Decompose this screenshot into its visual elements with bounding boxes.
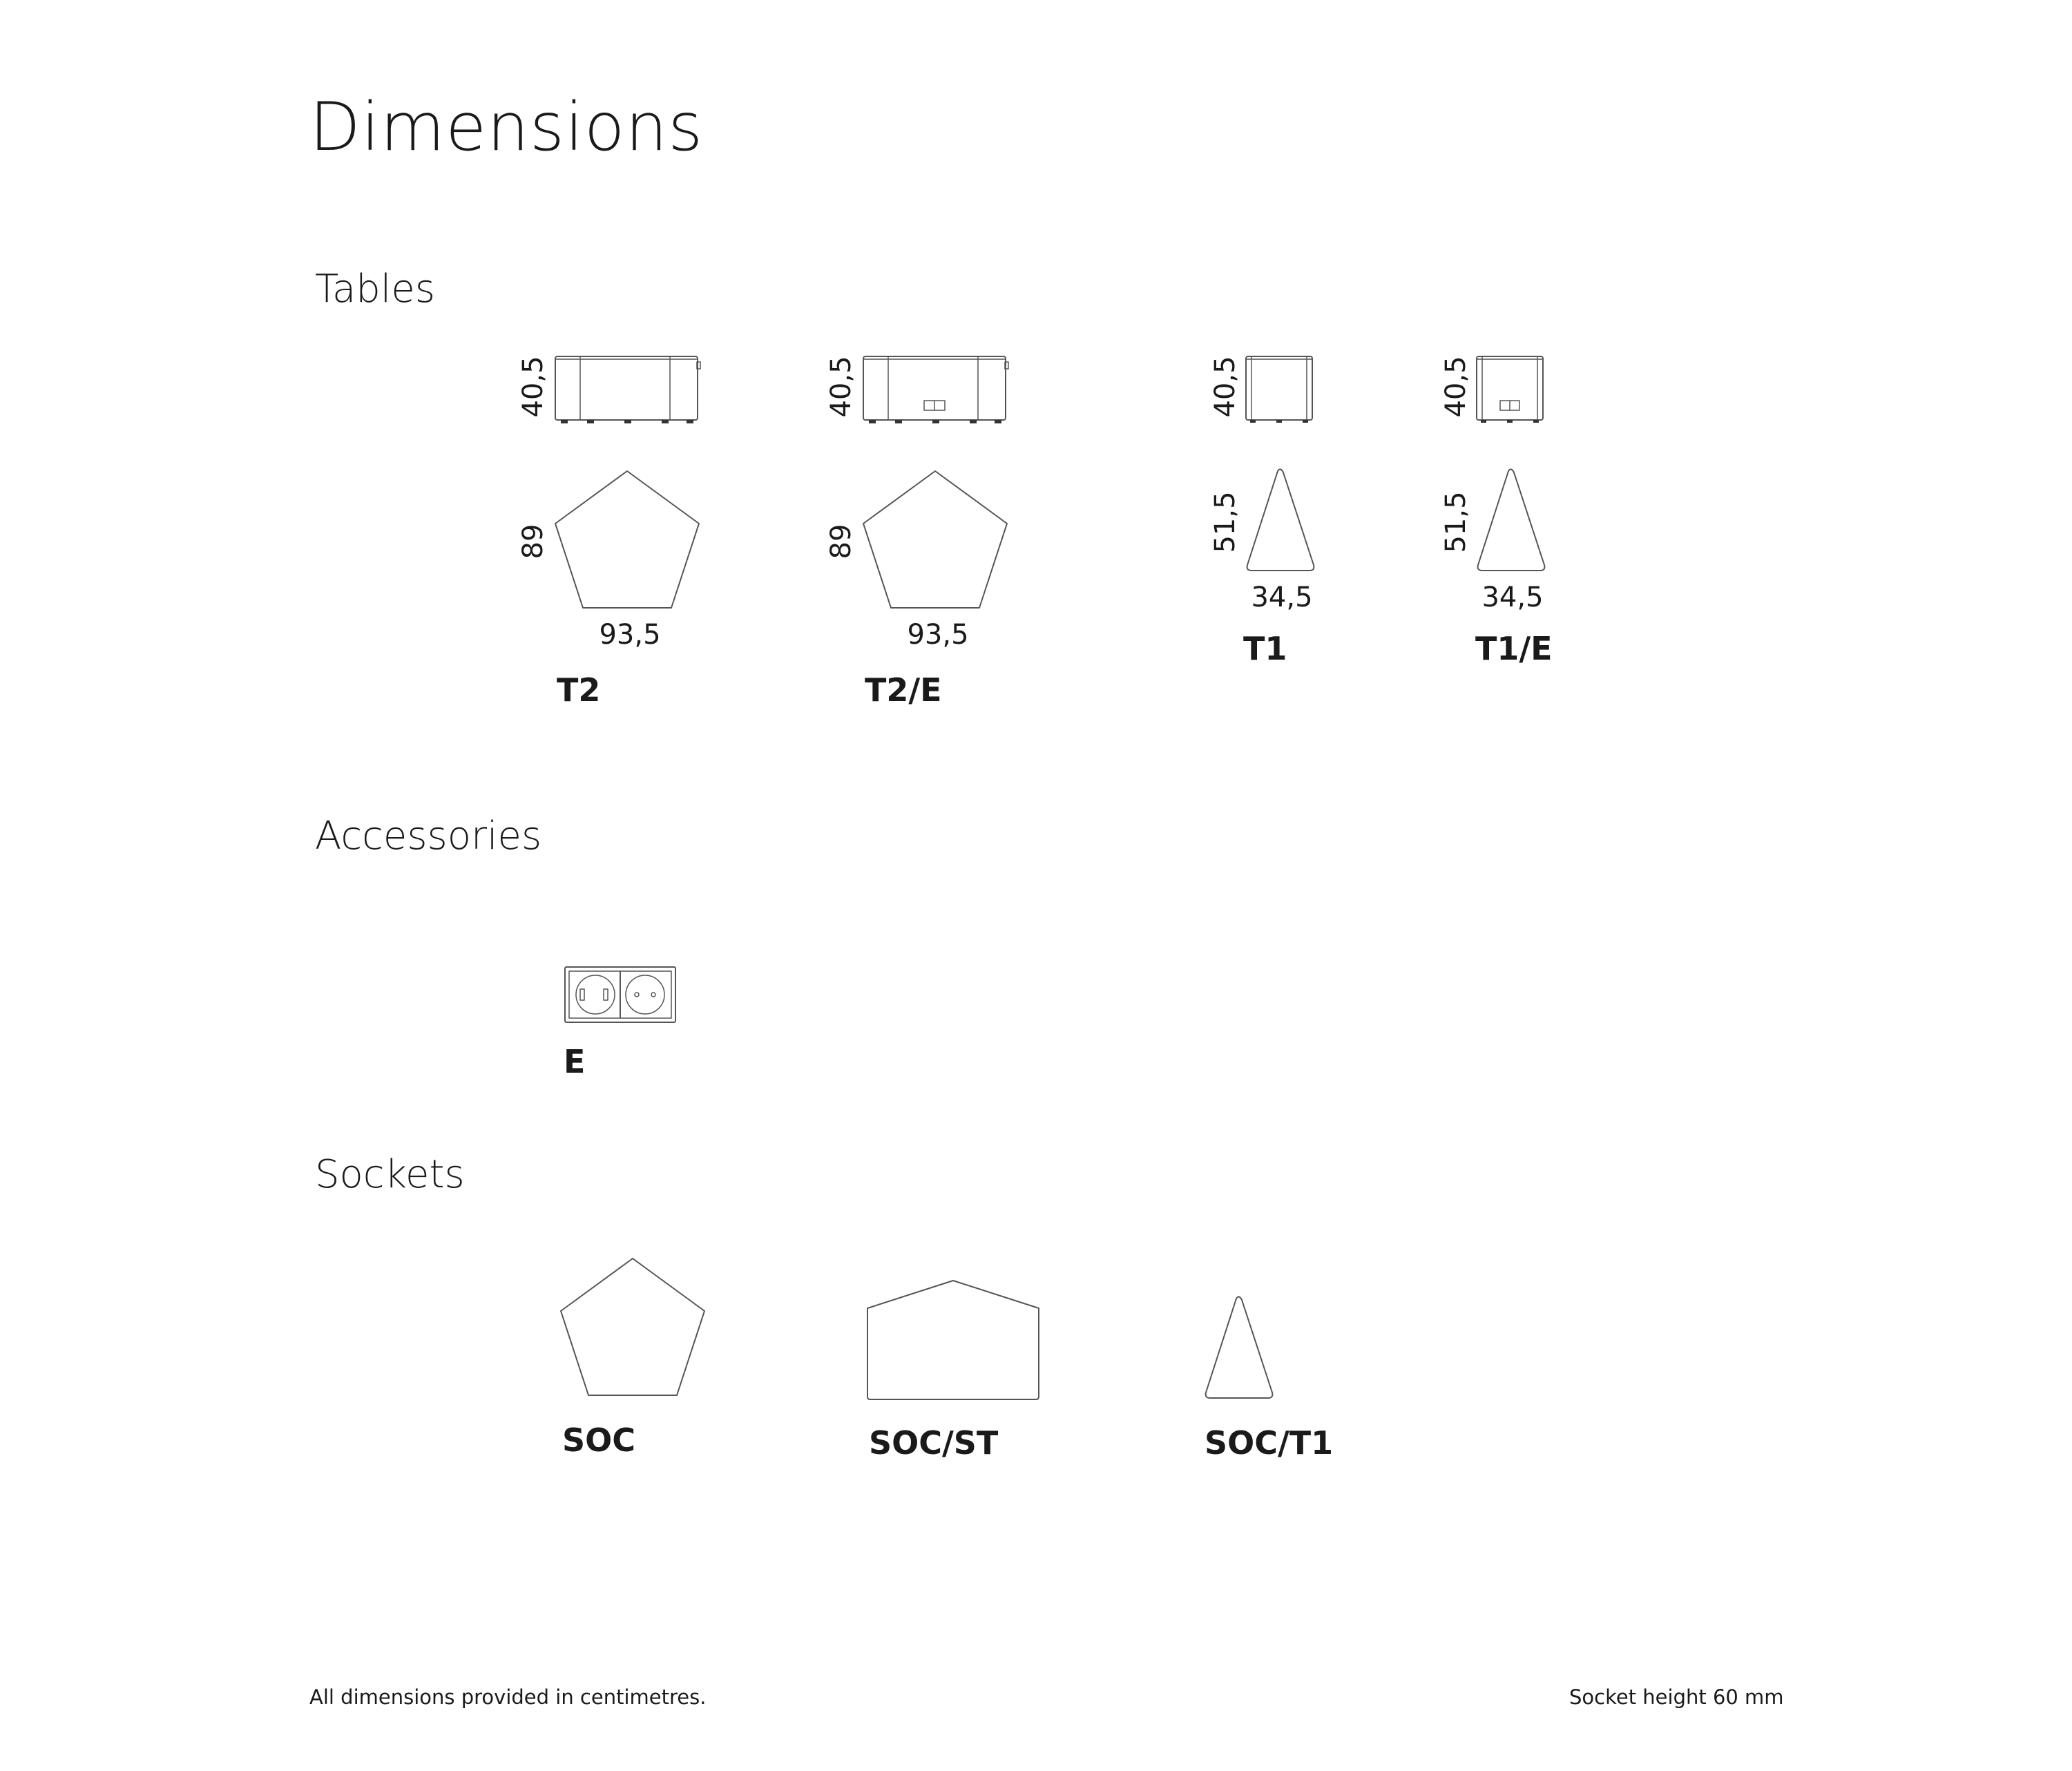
power-outlet-drawing (564, 966, 678, 1026)
footnote-units: All dimensions provided in centimetres. (309, 1685, 707, 1709)
depth-label: 89 (517, 524, 549, 559)
section-heading-accessories: Accessories (315, 814, 542, 859)
top-view-pentagon-drawing (861, 468, 1013, 613)
product-code: T1/E (1475, 630, 1553, 667)
side-view-drawing (861, 352, 1013, 425)
product-code: SOC/ST (869, 1424, 999, 1462)
product-code: SOC/T1 (1205, 1424, 1334, 1462)
section-heading-sockets: Sockets (315, 1152, 465, 1197)
side-view-drawing (1474, 352, 1547, 425)
height-label: 40,5 (1440, 356, 1472, 418)
product-code: SOC (562, 1421, 635, 1459)
pentagon-socket-drawing (558, 1256, 710, 1401)
width-label: 93,5 (907, 619, 969, 651)
house-shaped-socket-drawing (865, 1278, 1042, 1401)
depth-label: 51,5 (1440, 491, 1472, 553)
depth-label: 51,5 (1209, 491, 1241, 553)
triangle-socket-drawing (1202, 1294, 1275, 1402)
height-label: 40,5 (1209, 356, 1241, 418)
footnote-socket-height: Socket height 60 mm (1569, 1685, 1784, 1709)
page-title: Dimensions (309, 88, 704, 166)
top-view-triangle-drawing (1474, 467, 1547, 575)
height-label: 40,5 (825, 356, 857, 418)
width-label: 93,5 (599, 619, 661, 651)
depth-label: 89 (825, 524, 857, 559)
product-code: T2/E (865, 671, 942, 709)
product-code: E (564, 1043, 586, 1080)
width-label: 34,5 (1251, 582, 1313, 613)
product-code: T1 (1243, 630, 1287, 667)
side-view-drawing (1243, 352, 1316, 425)
height-label: 40,5 (517, 356, 549, 418)
top-view-triangle-drawing (1243, 467, 1316, 575)
product-code: T2 (557, 671, 601, 709)
width-label: 34,5 (1481, 582, 1544, 613)
section-heading-tables: Tables (315, 267, 435, 312)
side-view-drawing (553, 352, 704, 425)
top-view-pentagon-drawing (553, 468, 704, 613)
